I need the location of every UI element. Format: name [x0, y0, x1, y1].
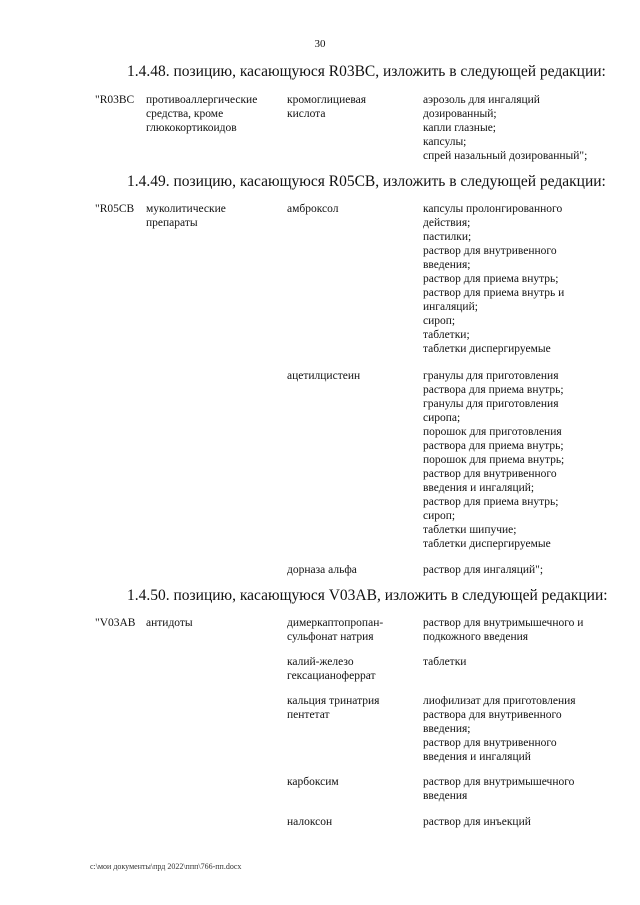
dosage-forms: раствор для инъекций [423, 816, 531, 828]
atc-code: "V03AB [95, 617, 136, 629]
section-heading-r05cb: 1.4.49. позицию, касающуюся R05CB, изложить в следующей редакции: [127, 173, 606, 190]
drug-name: ацетилцистеин [287, 370, 361, 382]
group-name: антидоты [146, 617, 193, 629]
file-path-footer: c:\мои документы\прд 2022\ппп\766-пп.docx [90, 862, 242, 871]
drug-name: карбоксим [287, 776, 339, 788]
dosage-forms: раствор для внутримышечного введения [423, 776, 575, 802]
group-name: муколитические препараты [146, 203, 226, 229]
dosage-forms: капсулы пролонгированного действия; пастилки; раствор для внутривенного введения; раствор для приема внутрь; раствор для приема внутрь и ингаляций; сироп; таблетки; таблетки диспергируемые [423, 203, 565, 355]
section-heading-r03bc: 1.4.48. позицию, касающуюся R03BC, изложить в следующей редакции: [127, 63, 606, 80]
dosage-forms: раствор для ингаляций"; [423, 564, 544, 576]
dosage-forms: аэрозоль для ингаляций дозированный; капли глазные; капсулы; спрей назальный дозированный"; [423, 94, 588, 162]
drug-name: дорназа альфа [287, 564, 357, 576]
page-number: 30 [314, 38, 326, 50]
dosage-forms: раствор для внутримышечного и подкожного введения [423, 617, 584, 643]
atc-code: "R03BC [95, 94, 135, 106]
dosage-forms: таблетки [423, 656, 467, 668]
dosage-forms: лиофилизат для приготовления раствора для внутривенного введения; раствор для внутривенного введения и ингаляций [423, 695, 576, 763]
drug-name: кальция тринатрия пентетат [287, 695, 380, 721]
group-name: противоаллергические средства, кроме глюкокортикоидов [146, 94, 258, 134]
dosage-forms: гранулы для приготовления раствора для приема внутрь; гранулы для приготовления сиропа; порошок для приготовления раствора для приема внутрь; порошок для приема внутрь; раствор для внутривенного введения и ингаляций; раствор для приема внутрь; сироп; таблетки шипучие; таблетки диспергируемые [423, 370, 565, 550]
drug-name: димеркаптопропан- сульфонат натрия [287, 617, 384, 643]
drug-name: амброксол [287, 203, 339, 215]
atc-code: "R05CB [95, 203, 135, 215]
drug-name: налоксон [287, 816, 333, 828]
section-heading-v03ab: 1.4.50. позицию, касающуюся V03AB, изложить в следующей редакции: [127, 587, 608, 604]
drug-name: кромоглициевая кислота [287, 94, 367, 120]
drug-name: калий-железо гексацианоферрат [287, 656, 376, 682]
